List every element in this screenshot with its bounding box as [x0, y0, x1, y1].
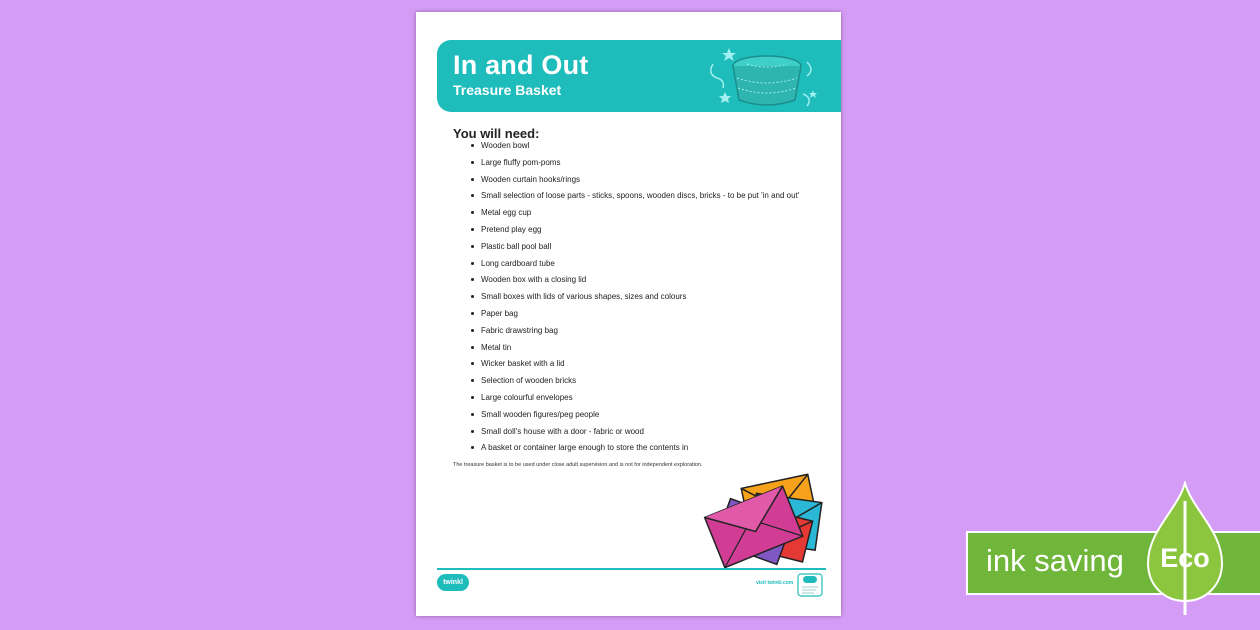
- list-item: Wooden box with a closing lid: [469, 274, 799, 291]
- footer-divider: [437, 568, 826, 570]
- list-item: Small selection of loose parts - sticks, spoons, wooden discs, bricks - to be put 'in and out': [469, 190, 799, 207]
- list-item: Wicker basket with a lid: [469, 358, 799, 375]
- list-item: Fabric drawstring bag: [469, 325, 799, 342]
- list-item: Selection of wooden bricks: [469, 375, 799, 392]
- list-item: Small doll's house with a door - fabric or wood: [469, 426, 799, 443]
- title-banner: [437, 40, 841, 112]
- basket-icon: [703, 44, 823, 110]
- twinkl-logo: twinkl: [437, 574, 469, 591]
- supervision-note: The treasure basket is to be used under close adult supervision and is not for independent exploration.: [453, 462, 703, 468]
- envelopes-icon: [700, 467, 825, 569]
- list-item: Large fluffy pom-poms: [469, 157, 799, 174]
- list-item: Small wooden figures/peg people: [469, 409, 799, 426]
- list-item: Pretend play egg: [469, 224, 799, 241]
- list-item: Wooden bowl: [469, 140, 799, 157]
- quality-badge-icon: [796, 572, 824, 598]
- worksheet-page: [416, 12, 841, 616]
- list-item: A basket or container large enough to store the contents in: [469, 442, 799, 459]
- list-item: Paper bag: [469, 308, 799, 325]
- page-title: In and Out: [453, 50, 589, 80]
- list-item: Metal tin: [469, 342, 799, 359]
- eco-badge-label: Eco: [1160, 543, 1210, 573]
- list-item: Plastic ball pool ball: [469, 241, 799, 258]
- list-item: Large colourful envelopes: [469, 392, 799, 409]
- list-item: Small boxes with lids of various shapes, sizes and colours: [469, 291, 799, 308]
- materials-list: [469, 140, 799, 459]
- list-item: Long cardboard tube: [469, 258, 799, 275]
- list-item: Wooden curtain hooks/rings: [469, 174, 799, 191]
- list-item: Metal egg cup: [469, 207, 799, 224]
- visit-link[interactable]: visit twinkl.com: [756, 580, 794, 586]
- page-subtitle: Treasure Basket: [453, 82, 562, 98]
- ink-saving-label: ink saving: [986, 543, 1124, 578]
- you-will-need-heading: You will need:: [453, 126, 540, 141]
